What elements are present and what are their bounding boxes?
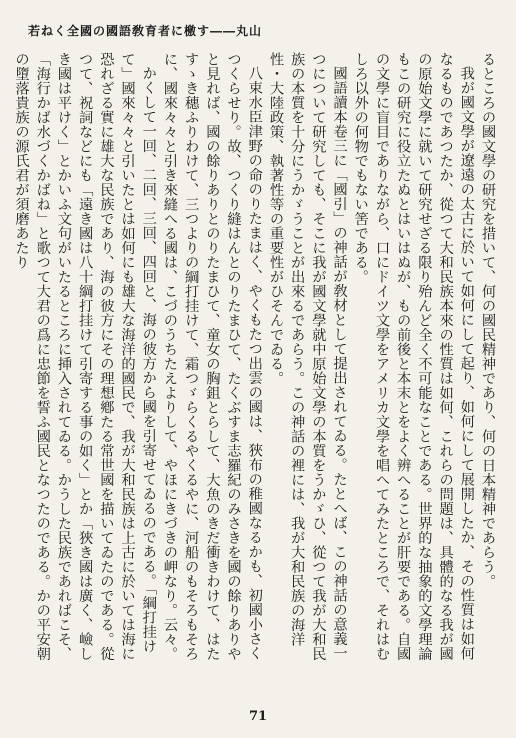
paragraph-2: 我が國文學が遼遠の太古に於いて如何にして起り、如何にして展開したか、その性質は如何なるものであつたか、從つて大和民族本來の性質は如何、これらの問題は、具體的なる我が國の原始文學に就いて研究せざる限り殆んど全く不可能なことである。世界的な抽象的文學理論もこの研究に役立たぬとはいはぬが、もの前後と本末とをよく辨へることが肝要である。自國の文學に盲目でありながら、口にドイツ文學をアメリカ文學を唱へてみたところで、それはむしろ以外の何物でもない筈である。	[352, 52, 475, 661]
running-head: 若ねく全國の國語敎育者に檄す――丸山	[28, 24, 263, 38]
paragraph-3: 國語讀本卷三に「國引」の神話が敎材として提出されてゐる。たとへば、この神話の意義一つについて研究しても、そこに我が國文學就中原始文學の本質をうかゞひ、從つて我が大和民族の本質を十分にうかゞうことが出來るであらう。この神話の裡には、我が大和民族の海洋性・大陸政策、執著性等の重要性がひそんでゐる。	[267, 52, 348, 661]
body-text	[13, 52, 498, 674]
page-number: 71	[248, 709, 268, 724]
paragraph-1: るところの國文學の研究を措いて、何の國民精神であり、何の日本精神であらう。	[480, 52, 496, 589]
paragraph-4: 八束水臣津野の命のりたまはく、やくもたつ出雲の國は、狹布の稚國なるかも、初國小さくつくらせり。故、つくり縫はんとのりたまひて、たくぶすま志羅紀のみさきを國の餘りありやと見れば、國の餘りありとのりたまひて、童女の胸鉏とらして、大魚のきだ衝きわけて、はたすゝき穗ふりわけて、三つよりの綱打挂けて、霜つゞらくるやくるやに、河船のもそろもそろに、國來々々と引き來縫へる國は、こづのうちたえよりして、やほにきづきの岬なり。云々。	[161, 52, 263, 661]
paragraph-5: かくして一回、二回、三回、四回と、海の彼方から國を引寄せてゐるのである。「綱打挂けて」國來々々と引いたとは如何にも雄大な海洋的國民で、我が大和民族は上古に於いては海に恐れざる實に雄大な民族であり、海の彼方にその理想鄕たる常世國を描いてゐたのである。從つて、祝詞などにも「遠き國は八十綱打挂けて引寄する事の如く」とか「狹き國は廣く、嶮しき國は平けく」とかいふ文句がいたるところに挿入されてゐる。かうした民族であればこそ、「海行かば水づくかばね」と歌つて大君の爲に忠節を誓ふ國民となつたのである。かの平安朝の墮落貴族の源氏君が須磨あたり	[13, 52, 157, 661]
